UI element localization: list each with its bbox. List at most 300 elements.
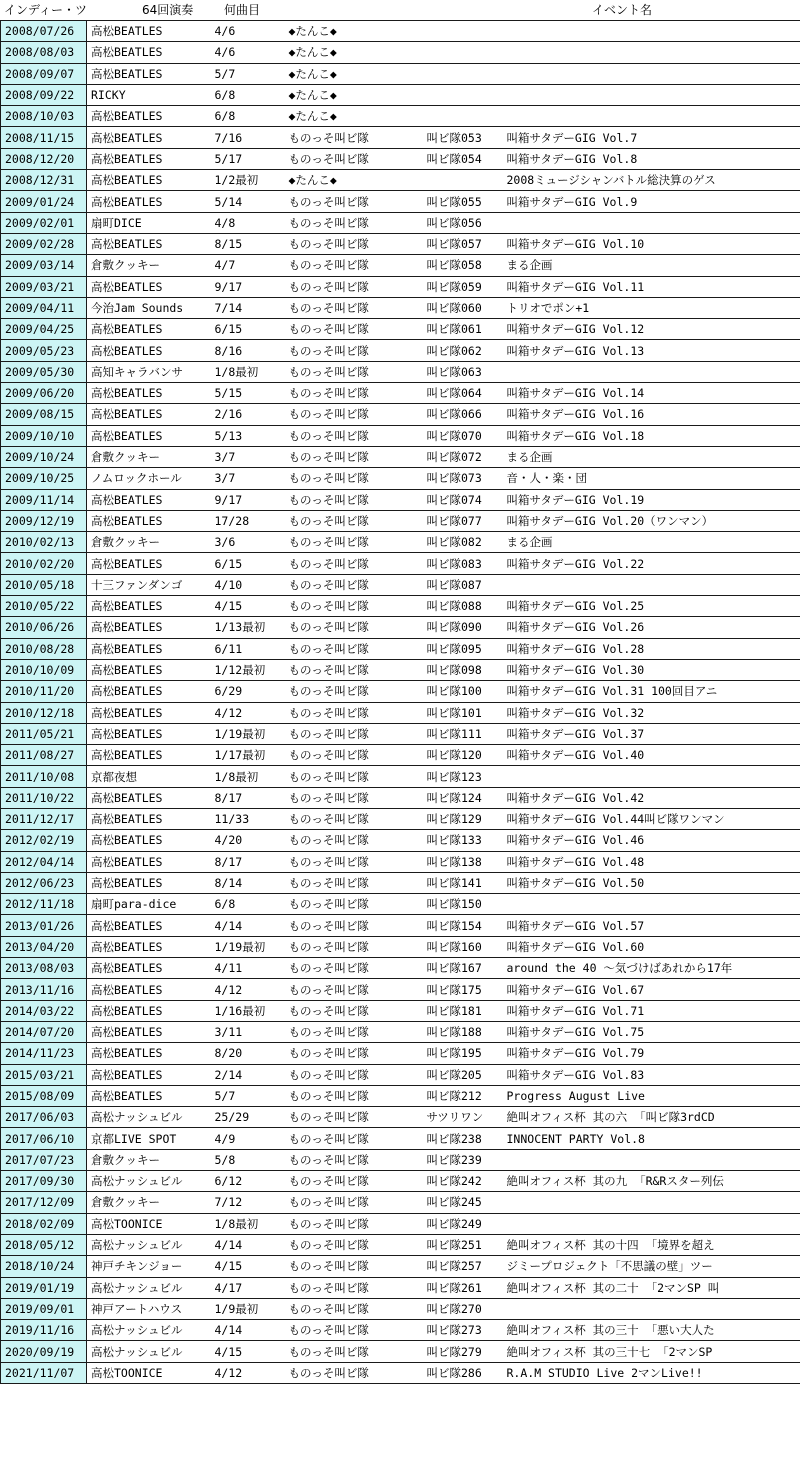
cell-band[interactable]: ものっそ叫ビ隊 <box>285 702 423 723</box>
cell-event[interactable]: 叫箱サタデーGIG Vol.71 <box>503 1000 800 1021</box>
cell-band[interactable]: ものっそ叫ビ隊 <box>285 1128 423 1149</box>
cell-venue[interactable]: 高松BEATLES <box>87 808 211 829</box>
cell-event[interactable]: 絶叫オフィス杯 其の三十 「悪い大人た <box>503 1320 800 1341</box>
cell-band[interactable]: ものっそ叫ビ隊 <box>285 532 423 553</box>
cell-code[interactable]: 叫ビ隊063 <box>423 361 503 382</box>
cell-song-order[interactable]: 9/17 <box>211 276 285 297</box>
cell-date[interactable]: 2009/03/14 <box>1 255 87 276</box>
cell-song-order[interactable]: 5/8 <box>211 1149 285 1170</box>
cell-song-order[interactable]: 6/15 <box>211 319 285 340</box>
cell-code[interactable] <box>423 84 503 105</box>
cell-venue[interactable]: 扇町DICE <box>87 212 211 233</box>
cell-song-order[interactable]: 4/12 <box>211 979 285 1000</box>
cell-event[interactable]: まる企画 <box>503 532 800 553</box>
cell-event[interactable] <box>503 1192 800 1213</box>
cell-code[interactable]: 叫ビ隊249 <box>423 1213 503 1234</box>
cell-band[interactable]: ものっそ叫ビ隊 <box>285 446 423 467</box>
cell-code[interactable]: 叫ビ隊100 <box>423 681 503 702</box>
cell-event[interactable]: 絶叫オフィス杯 其の二十 「2マンSP 叫 <box>503 1277 800 1298</box>
cell-date[interactable]: 2009/04/25 <box>1 319 87 340</box>
cell-song-order[interactable]: 4/17 <box>211 1277 285 1298</box>
cell-band[interactable]: ものっそ叫ビ隊 <box>285 1277 423 1298</box>
cell-song-order[interactable]: 4/20 <box>211 830 285 851</box>
cell-song-order[interactable]: 1/8最初 <box>211 361 285 382</box>
cell-song-order[interactable]: 4/15 <box>211 1341 285 1362</box>
cell-date[interactable]: 2017/12/09 <box>1 1192 87 1213</box>
cell-date[interactable]: 2013/11/16 <box>1 979 87 1000</box>
cell-code[interactable]: 叫ビ隊257 <box>423 1256 503 1277</box>
cell-code[interactable] <box>423 21 503 42</box>
cell-band[interactable]: ものっそ叫ビ隊 <box>285 745 423 766</box>
cell-band[interactable]: ものっそ叫ビ隊 <box>285 617 423 638</box>
cell-date[interactable]: 2008/12/20 <box>1 148 87 169</box>
cell-date[interactable]: 2008/08/03 <box>1 42 87 63</box>
cell-code[interactable]: 叫ビ隊251 <box>423 1234 503 1255</box>
cell-event[interactable] <box>503 1213 800 1234</box>
cell-event[interactable]: 叫箱サタデーGIG Vol.25 <box>503 596 800 617</box>
cell-code[interactable]: 叫ビ隊058 <box>423 255 503 276</box>
cell-band[interactable]: ものっそ叫ビ隊 <box>285 574 423 595</box>
cell-band[interactable]: ものっそ叫ビ隊 <box>285 638 423 659</box>
cell-code[interactable]: 叫ビ隊129 <box>423 808 503 829</box>
cell-code[interactable]: 叫ビ隊055 <box>423 191 503 212</box>
cell-event[interactable]: 叫箱サタデーGIG Vol.42 <box>503 787 800 808</box>
cell-date[interactable]: 2011/10/08 <box>1 766 87 787</box>
cell-venue[interactable]: 高松BEATLES <box>87 979 211 1000</box>
cell-song-order[interactable]: 6/8 <box>211 106 285 127</box>
cell-venue[interactable]: 倉敷クッキー <box>87 532 211 553</box>
cell-code[interactable]: 叫ビ隊167 <box>423 958 503 979</box>
cell-date[interactable]: 2010/02/20 <box>1 553 87 574</box>
cell-date[interactable]: 2017/06/03 <box>1 1107 87 1128</box>
cell-event[interactable]: 叫箱サタデーGIG Vol.16 <box>503 404 800 425</box>
cell-band[interactable]: ものっそ叫ビ隊 <box>285 936 423 957</box>
cell-code[interactable]: 叫ビ隊060 <box>423 297 503 318</box>
cell-event[interactable]: 叫箱サタデーGIG Vol.26 <box>503 617 800 638</box>
cell-event[interactable]: 叫箱サタデーGIG Vol.83 <box>503 1064 800 1085</box>
cell-venue[interactable]: 今治Jam Sounds <box>87 297 211 318</box>
cell-code[interactable]: 叫ビ隊066 <box>423 404 503 425</box>
cell-event[interactable]: 叫箱サタデーGIG Vol.22 <box>503 553 800 574</box>
cell-band[interactable]: ものっそ叫ビ隊 <box>285 233 423 254</box>
cell-band[interactable]: ものっそ叫ビ隊 <box>285 596 423 617</box>
cell-date[interactable]: 2009/06/20 <box>1 383 87 404</box>
cell-date[interactable]: 2009/02/28 <box>1 233 87 254</box>
cell-venue[interactable]: 高松BEATLES <box>87 936 211 957</box>
cell-venue[interactable]: 高松BEATLES <box>87 681 211 702</box>
cell-venue[interactable]: 十三ファンダンゴ <box>87 574 211 595</box>
cell-date[interactable]: 2009/10/24 <box>1 446 87 467</box>
cell-band[interactable]: ものっそ叫ビ隊 <box>285 915 423 936</box>
cell-event[interactable]: 音・人・楽・団 <box>503 468 800 489</box>
cell-venue[interactable]: 高松BEATLES <box>87 127 211 148</box>
cell-venue[interactable]: 高松BEATLES <box>87 340 211 361</box>
cell-venue[interactable]: 神戸チキンジョー <box>87 1256 211 1277</box>
cell-venue[interactable]: 扇町para-dice <box>87 894 211 915</box>
cell-code[interactable]: 叫ビ隊286 <box>423 1362 503 1383</box>
cell-date[interactable]: 2013/01/26 <box>1 915 87 936</box>
cell-event[interactable]: 叫箱サタデーGIG Vol.30 <box>503 659 800 680</box>
cell-venue[interactable]: 高知キャラバンサ <box>87 361 211 382</box>
cell-code[interactable]: 叫ビ隊242 <box>423 1171 503 1192</box>
cell-song-order[interactable]: 8/15 <box>211 233 285 254</box>
cell-venue[interactable]: 高松BEATLES <box>87 787 211 808</box>
cell-code[interactable]: 叫ビ隊056 <box>423 212 503 233</box>
cell-date[interactable]: 2014/11/23 <box>1 1043 87 1064</box>
cell-song-order[interactable]: 4/12 <box>211 702 285 723</box>
cell-band[interactable]: ものっそ叫ビ隊 <box>285 1234 423 1255</box>
cell-date[interactable]: 2019/01/19 <box>1 1277 87 1298</box>
cell-event[interactable]: 叫箱サタデーGIG Vol.37 <box>503 723 800 744</box>
cell-venue[interactable]: 高松BEATLES <box>87 596 211 617</box>
cell-band[interactable]: ものっそ叫ビ隊 <box>285 127 423 148</box>
cell-venue[interactable]: 高松ナッシュビル <box>87 1107 211 1128</box>
cell-date[interactable]: 2011/12/17 <box>1 808 87 829</box>
cell-song-order[interactable]: 1/13最初 <box>211 617 285 638</box>
cell-venue[interactable]: 高松BEATLES <box>87 1043 211 1064</box>
cell-song-order[interactable]: 5/14 <box>211 191 285 212</box>
cell-event[interactable]: 叫箱サタデーGIG Vol.48 <box>503 851 800 872</box>
cell-song-order[interactable]: 9/17 <box>211 489 285 510</box>
cell-band[interactable]: ものっそ叫ビ隊 <box>285 723 423 744</box>
cell-song-order[interactable]: 3/11 <box>211 1021 285 1042</box>
cell-song-order[interactable]: 6/12 <box>211 1171 285 1192</box>
cell-date[interactable]: 2010/12/18 <box>1 702 87 723</box>
cell-code[interactable]: 叫ビ隊188 <box>423 1021 503 1042</box>
cell-event[interactable] <box>503 1149 800 1170</box>
cell-event[interactable] <box>503 361 800 382</box>
cell-venue[interactable]: 高松BEATLES <box>87 723 211 744</box>
cell-date[interactable]: 2008/10/03 <box>1 106 87 127</box>
cell-event[interactable] <box>503 106 800 127</box>
cell-date[interactable]: 2012/02/19 <box>1 830 87 851</box>
cell-band[interactable]: ものっそ叫ビ隊 <box>285 1320 423 1341</box>
cell-band[interactable]: ものっそ叫ビ隊 <box>285 766 423 787</box>
cell-code[interactable]: 叫ビ隊175 <box>423 979 503 1000</box>
cell-band[interactable]: ものっそ叫ビ隊 <box>285 276 423 297</box>
cell-code[interactable]: 叫ビ隊061 <box>423 319 503 340</box>
cell-event[interactable]: 叫箱サタデーGIG Vol.75 <box>503 1021 800 1042</box>
cell-venue[interactable]: 倉敷クッキー <box>87 1192 211 1213</box>
cell-song-order[interactable]: 6/15 <box>211 553 285 574</box>
cell-band[interactable]: ものっそ叫ビ隊 <box>285 1043 423 1064</box>
cell-venue[interactable]: 高松BEATLES <box>87 958 211 979</box>
cell-band[interactable]: ものっそ叫ビ隊 <box>285 191 423 212</box>
cell-band[interactable]: ものっそ叫ビ隊 <box>285 1064 423 1085</box>
cell-band[interactable]: ものっそ叫ビ隊 <box>285 1341 423 1362</box>
cell-band[interactable]: ものっそ叫ビ隊 <box>285 958 423 979</box>
cell-band[interactable]: ものっそ叫ビ隊 <box>285 255 423 276</box>
cell-date[interactable]: 2018/05/12 <box>1 1234 87 1255</box>
cell-code[interactable]: 叫ビ隊062 <box>423 340 503 361</box>
cell-date[interactable]: 2017/07/23 <box>1 1149 87 1170</box>
cell-code[interactable]: 叫ビ隊095 <box>423 638 503 659</box>
cell-song-order[interactable]: 4/6 <box>211 21 285 42</box>
cell-song-order[interactable]: 4/7 <box>211 255 285 276</box>
cell-date[interactable]: 2009/02/01 <box>1 212 87 233</box>
cell-venue[interactable]: ノムロックホール <box>87 468 211 489</box>
cell-code[interactable]: 叫ビ隊070 <box>423 425 503 446</box>
cell-song-order[interactable]: 7/14 <box>211 297 285 318</box>
cell-event[interactable]: 叫箱サタデーGIG Vol.19 <box>503 489 800 510</box>
cell-code[interactable]: 叫ビ隊053 <box>423 127 503 148</box>
cell-event[interactable]: 叫箱サタデーGIG Vol.8 <box>503 148 800 169</box>
cell-code[interactable]: 叫ビ隊101 <box>423 702 503 723</box>
cell-band[interactable]: ものっそ叫ビ隊 <box>285 659 423 680</box>
cell-venue[interactable]: 高松BEATLES <box>87 404 211 425</box>
cell-band[interactable]: ものっそ叫ビ隊 <box>285 319 423 340</box>
cell-song-order[interactable]: 5/15 <box>211 383 285 404</box>
cell-event[interactable]: 叫箱サタデーGIG Vol.10 <box>503 233 800 254</box>
cell-event[interactable]: 叫箱サタデーGIG Vol.13 <box>503 340 800 361</box>
cell-event[interactable]: INNOCENT PARTY Vol.8 <box>503 1128 800 1149</box>
cell-code[interactable]: 叫ビ隊064 <box>423 383 503 404</box>
cell-date[interactable]: 2018/10/24 <box>1 1256 87 1277</box>
cell-code[interactable] <box>423 42 503 63</box>
cell-date[interactable]: 2011/10/22 <box>1 787 87 808</box>
cell-code[interactable]: 叫ビ隊073 <box>423 468 503 489</box>
cell-band[interactable]: ものっそ叫ビ隊 <box>285 340 423 361</box>
cell-code[interactable]: 叫ビ隊082 <box>423 532 503 553</box>
cell-venue[interactable]: 高松BEATLES <box>87 510 211 531</box>
cell-song-order[interactable]: 2/14 <box>211 1064 285 1085</box>
cell-code[interactable]: 叫ビ隊124 <box>423 787 503 808</box>
cell-venue[interactable]: 高松BEATLES <box>87 638 211 659</box>
cell-band[interactable]: ◆たんこ◆ <box>285 42 423 63</box>
cell-venue[interactable]: 高松BEATLES <box>87 745 211 766</box>
cell-band[interactable]: ものっそ叫ビ隊 <box>285 425 423 446</box>
cell-event[interactable] <box>503 42 800 63</box>
cell-song-order[interactable]: 4/6 <box>211 42 285 63</box>
cell-date[interactable]: 2012/04/14 <box>1 851 87 872</box>
cell-date[interactable]: 2011/05/21 <box>1 723 87 744</box>
cell-code[interactable]: 叫ビ隊059 <box>423 276 503 297</box>
cell-date[interactable]: 2013/08/03 <box>1 958 87 979</box>
cell-venue[interactable]: 高松ナッシュビル <box>87 1234 211 1255</box>
cell-venue[interactable]: 高松BEATLES <box>87 148 211 169</box>
cell-venue[interactable]: 高松BEATLES <box>87 830 211 851</box>
cell-song-order[interactable]: 4/14 <box>211 915 285 936</box>
cell-venue[interactable]: 高松BEATLES <box>87 1000 211 1021</box>
cell-band[interactable]: ◆たんこ◆ <box>285 106 423 127</box>
cell-event[interactable]: 絶叫オフィス杯 其の九 「R&Rスター列伝 <box>503 1171 800 1192</box>
cell-code[interactable]: 叫ビ隊087 <box>423 574 503 595</box>
cell-song-order[interactable]: 5/7 <box>211 1085 285 1106</box>
cell-event[interactable]: 叫箱サタデーGIG Vol.44叫ビ隊ワンマン <box>503 808 800 829</box>
cell-date[interactable]: 2011/08/27 <box>1 745 87 766</box>
cell-band[interactable]: ものっそ叫ビ隊 <box>285 1149 423 1170</box>
cell-code[interactable]: 叫ビ隊195 <box>423 1043 503 1064</box>
cell-event[interactable]: 絶叫オフィス杯 其の十四 「境界を超え <box>503 1234 800 1255</box>
cell-date[interactable]: 2010/10/09 <box>1 659 87 680</box>
cell-venue[interactable]: 高松ナッシュビル <box>87 1320 211 1341</box>
cell-song-order[interactable]: 4/8 <box>211 212 285 233</box>
cell-venue[interactable]: 高松BEATLES <box>87 872 211 893</box>
cell-event[interactable]: 叫箱サタデーGIG Vol.11 <box>503 276 800 297</box>
cell-song-order[interactable]: 17/28 <box>211 510 285 531</box>
cell-venue[interactable]: 京都LIVE SPOT <box>87 1128 211 1149</box>
cell-code[interactable] <box>423 106 503 127</box>
cell-venue[interactable]: 高松BEATLES <box>87 276 211 297</box>
cell-date[interactable]: 2009/10/10 <box>1 425 87 446</box>
cell-code[interactable]: 叫ビ隊138 <box>423 851 503 872</box>
cell-band[interactable]: ものっそ叫ビ隊 <box>285 1107 423 1128</box>
cell-date[interactable]: 2008/12/31 <box>1 170 87 191</box>
cell-code[interactable]: 叫ビ隊239 <box>423 1149 503 1170</box>
cell-band[interactable]: ◆たんこ◆ <box>285 84 423 105</box>
cell-date[interactable]: 2009/03/21 <box>1 276 87 297</box>
cell-date[interactable]: 2010/11/20 <box>1 681 87 702</box>
cell-song-order[interactable]: 4/15 <box>211 596 285 617</box>
cell-date[interactable]: 2009/04/11 <box>1 297 87 318</box>
cell-venue[interactable]: 高松BEATLES <box>87 1085 211 1106</box>
cell-event[interactable] <box>503 894 800 915</box>
cell-venue[interactable]: 高松BEATLES <box>87 553 211 574</box>
cell-band[interactable]: ものっそ叫ビ隊 <box>285 489 423 510</box>
cell-event[interactable]: 叫箱サタデーGIG Vol.67 <box>503 979 800 1000</box>
cell-event[interactable]: 叫箱サタデーGIG Vol.31 100回目アニ <box>503 681 800 702</box>
cell-song-order[interactable]: 5/7 <box>211 63 285 84</box>
cell-venue[interactable]: 高松BEATLES <box>87 191 211 212</box>
cell-song-order[interactable]: 3/6 <box>211 532 285 553</box>
cell-event[interactable]: トリオでポン+1 <box>503 297 800 318</box>
cell-event[interactable]: R.A.M STUDIO Live 2マンLive!! <box>503 1362 800 1383</box>
cell-venue[interactable]: 神戸アートハウス <box>87 1298 211 1319</box>
cell-venue[interactable]: 高松BEATLES <box>87 106 211 127</box>
cell-venue[interactable]: 高松ナッシュビル <box>87 1171 211 1192</box>
cell-event[interactable]: 叫箱サタデーGIG Vol.20（ワンマン） <box>503 510 800 531</box>
cell-song-order[interactable]: 6/8 <box>211 894 285 915</box>
cell-band[interactable]: ◆たんこ◆ <box>285 63 423 84</box>
cell-band[interactable]: ものっそ叫ビ隊 <box>285 851 423 872</box>
cell-song-order[interactable]: 6/29 <box>211 681 285 702</box>
cell-code[interactable]: 叫ビ隊057 <box>423 233 503 254</box>
cell-date[interactable]: 2017/09/30 <box>1 1171 87 1192</box>
cell-date[interactable]: 2008/09/22 <box>1 84 87 105</box>
cell-event[interactable]: まる企画 <box>503 255 800 276</box>
cell-event[interactable]: 叫箱サタデーGIG Vol.9 <box>503 191 800 212</box>
cell-event[interactable]: 叫箱サタデーGIG Vol.46 <box>503 830 800 851</box>
cell-song-order[interactable]: 11/33 <box>211 808 285 829</box>
cell-venue[interactable]: 高松BEATLES <box>87 383 211 404</box>
cell-date[interactable]: 2012/11/18 <box>1 894 87 915</box>
cell-venue[interactable]: 高松BEATLES <box>87 1021 211 1042</box>
cell-date[interactable]: 2009/12/19 <box>1 510 87 531</box>
cell-venue[interactable]: 倉敷クッキー <box>87 1149 211 1170</box>
cell-code[interactable] <box>423 170 503 191</box>
cell-band[interactable]: ものっそ叫ビ隊 <box>285 1021 423 1042</box>
cell-song-order[interactable]: 25/29 <box>211 1107 285 1128</box>
cell-date[interactable]: 2009/10/25 <box>1 468 87 489</box>
cell-code[interactable]: 叫ビ隊074 <box>423 489 503 510</box>
cell-event[interactable]: 叫箱サタデーGIG Vol.57 <box>503 915 800 936</box>
cell-venue[interactable]: 高松TOONICE <box>87 1213 211 1234</box>
cell-event[interactable]: 叫箱サタデーGIG Vol.60 <box>503 936 800 957</box>
cell-event[interactable]: 叫箱サタデーGIG Vol.7 <box>503 127 800 148</box>
cell-date[interactable]: 2009/08/15 <box>1 404 87 425</box>
cell-song-order[interactable]: 4/14 <box>211 1320 285 1341</box>
cell-event[interactable]: 叫箱サタデーGIG Vol.40 <box>503 745 800 766</box>
cell-date[interactable]: 2015/08/09 <box>1 1085 87 1106</box>
cell-venue[interactable]: 高松ナッシュビル <box>87 1277 211 1298</box>
cell-song-order[interactable]: 1/8最初 <box>211 766 285 787</box>
cell-band[interactable]: ものっそ叫ビ隊 <box>285 872 423 893</box>
cell-event[interactable] <box>503 1298 800 1319</box>
cell-venue[interactable]: 倉敷クッキー <box>87 255 211 276</box>
cell-code[interactable]: 叫ビ隊181 <box>423 1000 503 1021</box>
cell-song-order[interactable]: 8/14 <box>211 872 285 893</box>
cell-code[interactable]: 叫ビ隊088 <box>423 596 503 617</box>
cell-song-order[interactable]: 4/11 <box>211 958 285 979</box>
cell-event[interactable]: 叫箱サタデーGIG Vol.18 <box>503 425 800 446</box>
cell-band[interactable]: ものっそ叫ビ隊 <box>285 468 423 489</box>
cell-event[interactable] <box>503 63 800 84</box>
cell-band[interactable]: ものっそ叫ビ隊 <box>285 787 423 808</box>
cell-event[interactable]: around the 40 ～気づけばあれから17年 <box>503 958 800 979</box>
cell-code[interactable]: 叫ビ隊111 <box>423 723 503 744</box>
cell-band[interactable]: ものっそ叫ビ隊 <box>285 808 423 829</box>
cell-code[interactable]: 叫ビ隊212 <box>423 1085 503 1106</box>
cell-song-order[interactable]: 7/16 <box>211 127 285 148</box>
cell-code[interactable]: 叫ビ隊205 <box>423 1064 503 1085</box>
cell-date[interactable]: 2008/07/26 <box>1 21 87 42</box>
cell-date[interactable]: 2009/05/23 <box>1 340 87 361</box>
cell-band[interactable]: ものっそ叫ビ隊 <box>285 1362 423 1383</box>
cell-code[interactable]: 叫ビ隊154 <box>423 915 503 936</box>
cell-song-order[interactable]: 6/8 <box>211 84 285 105</box>
cell-band[interactable]: ものっそ叫ビ隊 <box>285 830 423 851</box>
cell-date[interactable]: 2012/06/23 <box>1 872 87 893</box>
cell-code[interactable]: 叫ビ隊072 <box>423 446 503 467</box>
cell-band[interactable]: ものっそ叫ビ隊 <box>285 148 423 169</box>
cell-song-order[interactable]: 4/12 <box>211 1362 285 1383</box>
cell-song-order[interactable]: 8/16 <box>211 340 285 361</box>
cell-code[interactable]: 叫ビ隊245 <box>423 1192 503 1213</box>
cell-event[interactable]: 叫箱サタデーGIG Vol.50 <box>503 872 800 893</box>
cell-song-order[interactable]: 4/10 <box>211 574 285 595</box>
cell-code[interactable] <box>423 63 503 84</box>
cell-band[interactable]: ものっそ叫ビ隊 <box>285 1213 423 1234</box>
cell-band[interactable]: ものっそ叫ビ隊 <box>285 1000 423 1021</box>
cell-band[interactable]: ◆たんこ◆ <box>285 170 423 191</box>
cell-code[interactable]: 叫ビ隊141 <box>423 872 503 893</box>
cell-date[interactable]: 2008/11/15 <box>1 127 87 148</box>
cell-event[interactable]: 絶叫オフィス杯 其の三十七 「2マンSP <box>503 1341 800 1362</box>
cell-date[interactable]: 2017/06/10 <box>1 1128 87 1149</box>
cell-song-order[interactable]: 1/19最初 <box>211 723 285 744</box>
cell-date[interactable]: 2019/09/01 <box>1 1298 87 1319</box>
cell-date[interactable]: 2010/02/13 <box>1 532 87 553</box>
cell-song-order[interactable]: 5/17 <box>211 148 285 169</box>
cell-song-order[interactable]: 4/9 <box>211 1128 285 1149</box>
cell-event[interactable]: 叫箱サタデーGIG Vol.14 <box>503 383 800 404</box>
cell-band[interactable]: ものっそ叫ビ隊 <box>285 383 423 404</box>
cell-song-order[interactable]: 2/16 <box>211 404 285 425</box>
cell-date[interactable]: 2015/03/21 <box>1 1064 87 1085</box>
cell-event[interactable]: 叫箱サタデーGIG Vol.12 <box>503 319 800 340</box>
cell-event[interactable] <box>503 574 800 595</box>
cell-date[interactable]: 2009/01/24 <box>1 191 87 212</box>
cell-venue[interactable]: 高松TOONICE <box>87 1362 211 1383</box>
cell-venue[interactable]: 高松BEATLES <box>87 425 211 446</box>
cell-venue[interactable]: 高松BEATLES <box>87 915 211 936</box>
cell-code[interactable]: 叫ビ隊090 <box>423 617 503 638</box>
cell-venue[interactable]: 高松BEATLES <box>87 21 211 42</box>
cell-band[interactable]: ものっそ叫ビ隊 <box>285 681 423 702</box>
cell-band[interactable]: ものっそ叫ビ隊 <box>285 361 423 382</box>
cell-song-order[interactable]: 1/19最初 <box>211 936 285 957</box>
cell-song-order[interactable]: 3/7 <box>211 468 285 489</box>
